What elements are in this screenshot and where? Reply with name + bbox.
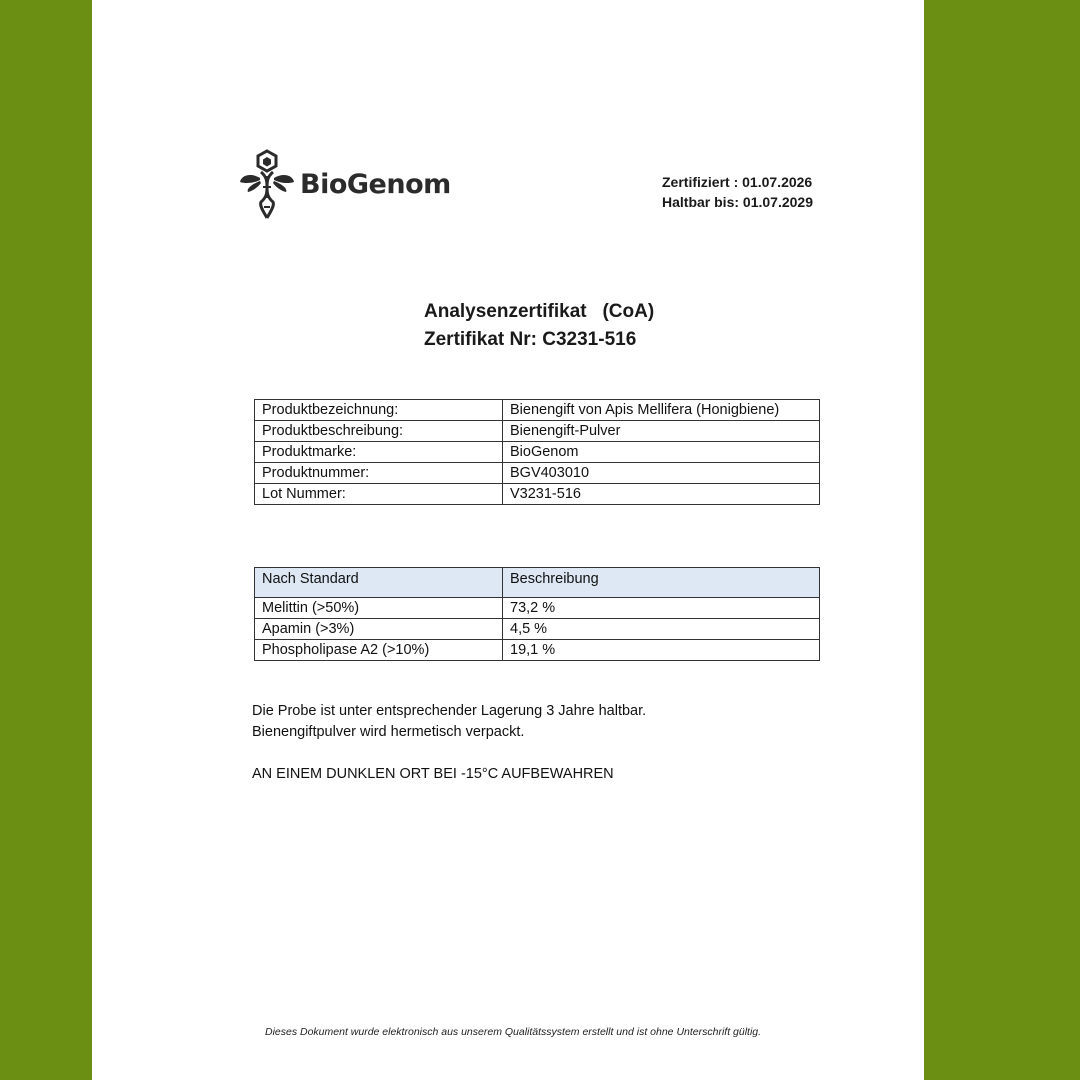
product-value: BioGenom xyxy=(503,442,820,463)
left-border xyxy=(0,0,92,1080)
table-row xyxy=(255,463,820,484)
storage-notes xyxy=(252,701,646,785)
product-table xyxy=(254,399,820,505)
spacer xyxy=(252,743,646,764)
logo-wordmark: BioGenom xyxy=(300,168,451,200)
column-header-description: Beschreibung xyxy=(503,568,820,598)
product-label: Produktnummer: xyxy=(255,463,503,484)
product-value: BGV403010 xyxy=(503,463,820,484)
standard-name: Melittin (>50%) xyxy=(255,598,503,619)
product-value: Bienengift von Apis Mellifera (Honigbiene) xyxy=(503,400,820,421)
document-title xyxy=(424,298,654,354)
column-header-standard: Nach Standard xyxy=(255,568,503,598)
table-row xyxy=(255,640,820,661)
expiry-label: Haltbar bis: xyxy=(662,194,740,210)
table-header-row xyxy=(255,568,820,598)
standard-table xyxy=(254,567,820,661)
shelf-life-note: Die Probe ist unter entsprechender Lagerung 3 Jahre haltbar. xyxy=(252,703,647,719)
product-value: V3231-516 xyxy=(503,484,820,505)
company-logo xyxy=(238,148,451,220)
table-row xyxy=(255,598,820,619)
bee-dna-icon xyxy=(238,148,298,220)
product-label: Produktbeschreibung: xyxy=(255,421,503,442)
standard-name: Apamin (>3%) xyxy=(255,619,503,640)
product-label: Lot Nummer: xyxy=(255,484,503,505)
certification-dates xyxy=(662,172,813,212)
standard-result: 19,1 % xyxy=(503,640,820,661)
table-row xyxy=(255,484,820,505)
standard-result: 4,5 % xyxy=(503,619,820,640)
document-page xyxy=(92,0,924,1080)
certified-line xyxy=(662,172,813,192)
table-row xyxy=(255,421,820,442)
certificate-number-value: C3231-516 xyxy=(542,329,637,350)
table-row xyxy=(255,619,820,640)
product-label: Produktmarke: xyxy=(255,442,503,463)
table-row xyxy=(255,400,820,421)
standard-name: Phospholipase A2 (>10%) xyxy=(255,640,503,661)
certificate-number-label: Zertifikat Nr: xyxy=(424,329,543,350)
certified-separator: : xyxy=(729,174,743,190)
storage-instruction: AN EINEM DUNKLEN ORT BEI -15°C AUFBEWAHREN xyxy=(252,766,614,782)
expiry-line xyxy=(662,192,813,212)
title-heading: Analysenzertifikat (CoA) xyxy=(424,301,655,322)
certificate-number xyxy=(424,326,654,354)
table-row xyxy=(255,442,820,463)
product-label: Produktbezeichnung: xyxy=(255,400,503,421)
packaging-note: Bienengiftpulver wird hermetisch verpackt. xyxy=(252,724,525,740)
product-value: Bienengift-Pulver xyxy=(503,421,820,442)
certified-label: Zertifiziert xyxy=(662,174,730,190)
right-border xyxy=(924,0,1080,1080)
certified-date: 01.07.2026 xyxy=(742,174,813,190)
footer-disclaimer: Dieses Dokument wurde elektronisch aus unserem Qualitätssystem erstellt und ist ohne Unterschrift gültig. xyxy=(265,1026,762,1038)
standard-result: 73,2 % xyxy=(503,598,820,619)
expiry-date: 01.07.2029 xyxy=(742,194,813,210)
